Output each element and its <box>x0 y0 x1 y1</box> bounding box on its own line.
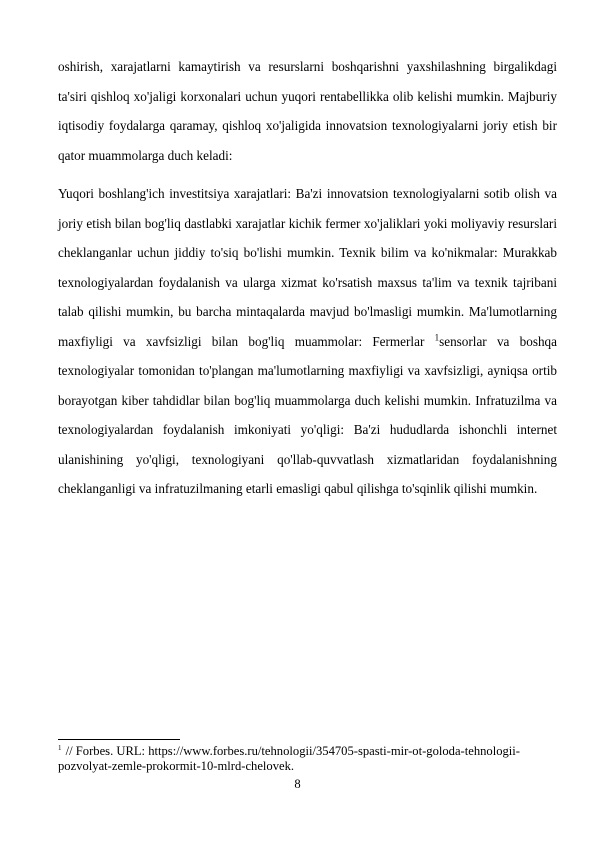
paragraph-2 <box>58 179 557 504</box>
footnote-separator <box>58 739 180 740</box>
footnote <box>58 744 557 774</box>
paragraph-2-text-end: sensorlar va boshqa texnologiyalar tomonidan to'plangan ma'lumotlarning maxfiyligi va xavfsizligi, ayniqsa ortib borayotgan kiber tahdidlar bilan bog'liq muammolarga duch kelishi mumkin. Infratuzilma va texnologiyalardan foydalanish imkoniyati yo'qligi: Ba'zi hududlarda ishonchli internet ulanishining yo'qligi, texnologiyani qo'llab-quvvatlash xizmatlaridan foydalanishning cheklanganligi va infratuzilmaning etarli emasligi qabul qilishga to'sqinlik qilishi mumkin. <box>58 333 557 496</box>
footnote-text: // Forbes. URL: https://www.forbes.ru/tehnologii/354705-spasti-mir-ot-goloda-tehnologii-pozvolyat-zemle-prokormit-10-mlrd-chelovek. <box>58 744 521 773</box>
paragraph-1: oshirish, xarajatlarni kamaytirish va resurslarni boshqarishni yaxshilashning birgalikdagi ta'siri qishloq xo'jaligi korxonalari uchun yuqori rentabellikka olib kelishi mumkin. Majburiy iqtisodiy foydalarga qaramay, qishloq xo'jaligida innovatsion texnologiyalarni joriy etish bir qator muammolarga duch keladi: <box>58 59 557 163</box>
page-number: 8 <box>294 777 301 791</box>
page-body <box>58 52 557 504</box>
footnote-mark: 1 <box>58 743 62 752</box>
footnote-reference[interactable]: 1 <box>434 332 440 343</box>
paragraph-2-text-start: Yuqori boshlang'ich investitsiya xarajatlari: Ba'zi innovatsion texnologiyalarni sotib olish va joriy etish bilan bog'liq dastlabki xarajatlar kichik fermer xo'jaliklari yoki moliyaviy resurslari cheklanganlar uchun jiddiy to'siq bo'lishi mumkin. Texnik bilim va ko'nikmalar: Murakkab texnologiyalardan foydalanish va ularga xizmat ko'rsatish maxsus ta'lim va texnik tajribani talab qilishi mumkin, bu barcha mintaqalarda mavjud bo'lmasligi mumkin. Ma'lumotlarning maxfiyligi va xavfsizligi bilan bog'liq muammolar: Fermerlar <box>58 186 557 349</box>
